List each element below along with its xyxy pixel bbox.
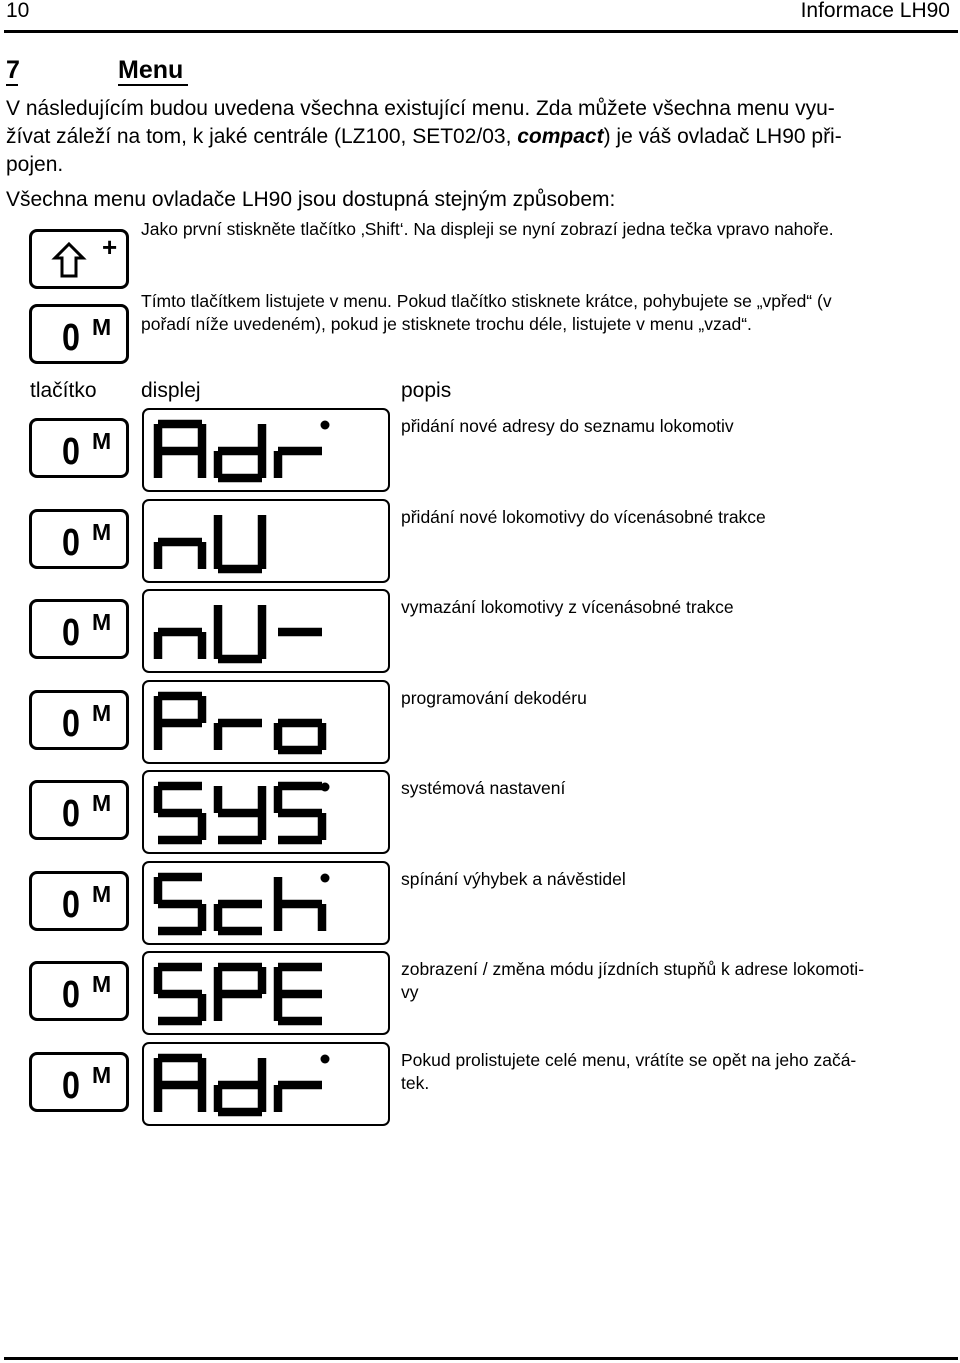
row-description <box>401 777 933 800</box>
key-zero-label: 0 <box>62 1065 80 1107</box>
lcd-text-SPE <box>144 953 388 1033</box>
key-zero-label: 0 <box>62 703 80 745</box>
lcd-display <box>142 861 390 945</box>
header-rule <box>4 30 958 33</box>
lcd-display <box>142 408 390 492</box>
row-description-line-1: Pokud prolistujete celé menu, vrátíte se opět na jeho začá- <box>401 1050 857 1070</box>
intro-line-2a: žívat záleží na tom, k jaké centrále (LZ100, SET02/03, <box>6 125 518 148</box>
column-button: tlačítko <box>30 379 97 402</box>
row-description <box>401 687 933 710</box>
shift-plus-sign: + <box>102 232 118 262</box>
row-description-line-1: zobrazení / změna módu jízdních stupňů k adrese lokomoti- <box>401 959 865 979</box>
key-zero-label: 0 <box>62 317 80 359</box>
row-description <box>401 506 933 529</box>
menu-key <box>29 690 129 750</box>
lcd-display <box>142 1042 390 1126</box>
row-description <box>401 868 933 891</box>
menu-instruction-line-1: Tímto tlačítkem listujete v menu. Pokud tlačítko stisknete krátce, pohybujete se „vpřed“ (v <box>141 291 832 311</box>
shift-instruction: Jako první stiskněte tlačítko ‚Shift‘. Na displeji se nyní zobrazí jedna tečka vpravo nahoře. <box>141 219 834 239</box>
row-description-line-1: přidání nové lokomotivy do vícenásobné trakce <box>401 507 766 527</box>
row-description <box>401 1049 933 1095</box>
key-m-label: M <box>92 519 112 545</box>
document-title: Informace LH90 <box>800 0 950 22</box>
key-zero-label: 0 <box>62 884 80 926</box>
intro-line-3: pojen. <box>6 153 64 176</box>
key-m-label: M <box>92 700 112 726</box>
key-zero-label: 0 <box>62 522 80 564</box>
key-m-label: M <box>92 971 112 997</box>
row-description-line-1: systémová nastavení <box>401 778 566 798</box>
menu-key-intro <box>29 304 129 364</box>
menu-key <box>29 599 129 659</box>
key-m-label: M <box>92 881 112 907</box>
lcd-dot-indicator <box>321 874 330 883</box>
lcd-display <box>142 951 390 1035</box>
key-m-label: M <box>92 428 112 454</box>
lcd-dot-indicator <box>321 1055 330 1064</box>
menu-key <box>29 1052 129 1112</box>
menu-key <box>29 961 129 1021</box>
menu-instruction <box>141 290 941 336</box>
lcd-display <box>142 499 390 583</box>
intro-line-2c: ) je váš ovladač LH90 při- <box>603 125 842 148</box>
lcd-dot-indicator <box>321 421 330 430</box>
lcd-display <box>142 589 390 673</box>
page-number: 10 <box>6 0 30 22</box>
footer-rule <box>4 1357 958 1360</box>
row-description-line-1: spínání výhybek a návěstidel <box>401 869 626 889</box>
key-m-label: M <box>92 790 112 816</box>
section-number: 7 <box>6 56 20 84</box>
column-description: popis <box>401 379 452 402</box>
row-description-line-1: přidání nové adresy do seznamu lokomotiv <box>401 416 734 436</box>
row-description <box>401 415 933 438</box>
lcd-text-Adr <box>144 410 388 490</box>
key-zero-label: 0 <box>62 612 80 654</box>
row-description-line-2: vy <box>401 982 419 1002</box>
intro-line-4: Všechna menu ovladače LH90 jsou dostupná stejným způsobem: <box>6 188 616 211</box>
lcd-display <box>142 770 390 854</box>
row-description-line-1: vymazání lokomotivy z vícenásobné trakce <box>401 597 734 617</box>
lcd-text-nU <box>144 501 388 581</box>
row-description <box>401 596 933 619</box>
lcd-text-nU- <box>144 591 388 671</box>
intro-line-2 <box>6 123 956 151</box>
lcd-text-Adr <box>144 1044 388 1124</box>
section-number-underline <box>6 84 18 86</box>
section-title-underline <box>118 84 188 86</box>
key-zero-label: 0 <box>62 974 80 1016</box>
column-display: displej <box>141 379 201 402</box>
menu-key <box>29 871 129 931</box>
row-description <box>401 958 933 1004</box>
key-m-label: M <box>92 1062 112 1088</box>
menu-instruction-line-2: pořadí níže uvedeném), pokud je stisknete trochu déle, listujete v menu „vzad“. <box>141 314 752 334</box>
menu-key <box>29 418 129 478</box>
section-title: Menu <box>118 56 184 84</box>
intro-line-1: V následujícím budou uvedena všechna existující menu. Zda můžete všechna menu vyu- <box>6 97 835 120</box>
shift-key <box>29 229 129 289</box>
lcd-text-SyS <box>144 772 388 852</box>
key-zero-label: 0 <box>62 431 80 473</box>
row-description-line-2: tek. <box>401 1073 430 1093</box>
menu-key <box>29 780 129 840</box>
lcd-display <box>142 680 390 764</box>
row-description-line-1: programování dekodéru <box>401 688 587 708</box>
lcd-text-Sch <box>144 863 388 943</box>
intro-paragraph <box>6 95 956 179</box>
key-m-label: M <box>92 314 112 340</box>
menu-key <box>29 509 129 569</box>
key-m-label: M <box>92 609 112 635</box>
key-zero-label: 0 <box>62 793 80 835</box>
lcd-text-Pro <box>144 682 388 762</box>
lcd-dot-indicator <box>321 783 330 792</box>
intro-compact: compact <box>517 125 604 148</box>
